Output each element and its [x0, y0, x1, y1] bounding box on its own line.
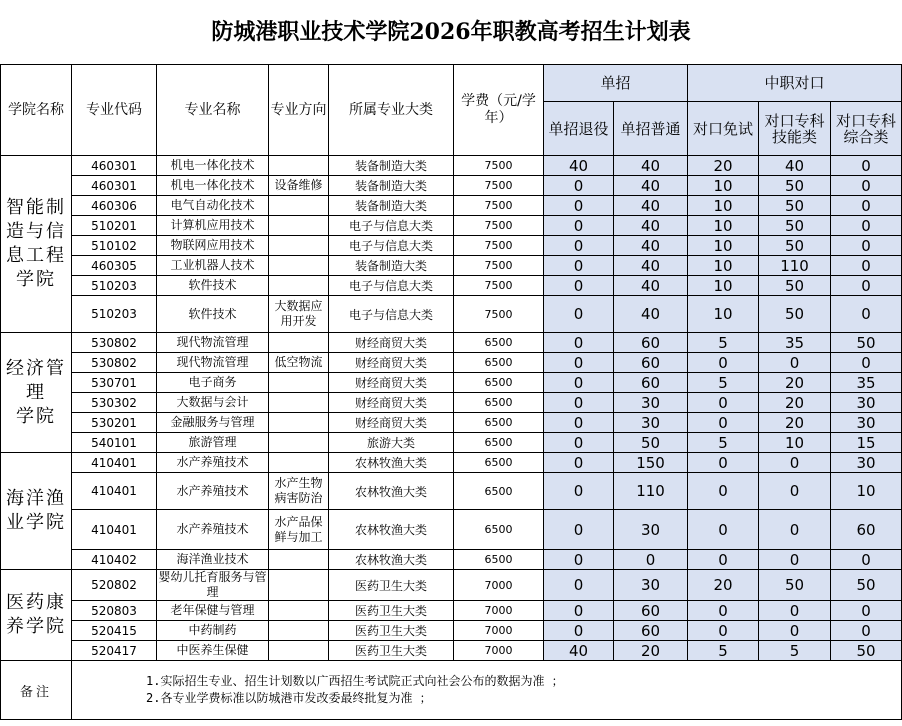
quota-dz-retired-cell: 0 — [544, 216, 614, 236]
quota-dz-general-cell: 50 — [614, 433, 688, 453]
header-college: 学院名称 — [1, 65, 72, 156]
major-direction-cell — [269, 453, 329, 473]
quota-zz-free-cell: 5 — [688, 333, 759, 353]
major-name-cell: 软件技术 — [157, 296, 269, 333]
quota-zz-skill-cell: 50 — [759, 276, 831, 296]
quota-zz-comprehensive-cell: 30 — [831, 453, 902, 473]
quota-zz-skill-cell: 0 — [759, 550, 831, 570]
major-category-cell: 电子与信息大类 — [329, 296, 454, 333]
major-code-cell: 410401 — [72, 473, 157, 510]
quota-zz-comprehensive-cell: 30 — [831, 393, 902, 413]
quota-zz-skill-cell: 0 — [759, 621, 831, 641]
quota-dz-general-cell: 60 — [614, 601, 688, 621]
tuition-fee-cell: 7500 — [454, 196, 544, 216]
page-title: 防城港职业技术学院2026年职教高考招生计划表 — [211, 19, 691, 45]
major-direction-cell — [269, 433, 329, 453]
quota-zz-comprehensive-cell: 50 — [831, 333, 902, 353]
quota-dz-general-cell: 40 — [614, 156, 688, 176]
quota-dz-retired-cell: 0 — [544, 601, 614, 621]
major-direction-cell — [269, 156, 329, 176]
college-name-cell: 智能制 造与信 息工程 学院 — [1, 156, 72, 333]
tuition-fee-cell: 7500 — [454, 276, 544, 296]
major-code-cell: 510201 — [72, 216, 157, 236]
major-category-cell: 医药卫生大类 — [329, 570, 454, 601]
quota-zz-skill-cell: 0 — [759, 473, 831, 510]
major-category-cell: 装备制造大类 — [329, 176, 454, 196]
quota-zz-skill-cell: 0 — [759, 453, 831, 473]
enrollment-table — [0, 64, 902, 720]
quota-dz-retired-cell: 0 — [544, 196, 614, 216]
remark-line-2: 2.各专业学费标准以防城港市发改委最终批复为准 ； — [146, 691, 432, 705]
quota-zz-skill-cell: 50 — [759, 296, 831, 333]
table-row — [1, 216, 902, 236]
quota-zz-free-cell: 0 — [688, 473, 759, 510]
tuition-fee-cell: 6500 — [454, 433, 544, 453]
quota-zz-comprehensive-cell: 50 — [831, 570, 902, 601]
tuition-fee-cell: 6500 — [454, 473, 544, 510]
major-code-cell: 530201 — [72, 413, 157, 433]
table-row — [1, 156, 902, 176]
major-direction-cell — [269, 641, 329, 661]
major-category-cell: 电子与信息大类 — [329, 216, 454, 236]
quota-dz-general-cell: 30 — [614, 393, 688, 413]
quota-dz-retired-cell: 0 — [544, 453, 614, 473]
major-category-cell: 财经商贸大类 — [329, 393, 454, 413]
quota-dz-retired-cell: 0 — [544, 236, 614, 256]
header-group-danzhao: 单招 — [544, 65, 688, 102]
major-direction-cell — [269, 413, 329, 433]
major-code-cell: 510102 — [72, 236, 157, 256]
table-row — [1, 296, 902, 333]
major-code-cell: 530802 — [72, 333, 157, 353]
tuition-fee-cell: 6500 — [454, 550, 544, 570]
quota-zz-skill-cell: 110 — [759, 256, 831, 276]
tuition-fee-cell: 7500 — [454, 156, 544, 176]
major-code-cell: 410401 — [72, 453, 157, 473]
quota-zz-free-cell: 20 — [688, 156, 759, 176]
major-category-cell: 医药卫生大类 — [329, 601, 454, 621]
major-code-cell: 530802 — [72, 353, 157, 373]
major-name-cell: 大数据与会计 — [157, 393, 269, 413]
quota-zz-skill-cell: 35 — [759, 333, 831, 353]
quota-zz-comprehensive-cell: 0 — [831, 156, 902, 176]
major-category-cell: 电子与信息大类 — [329, 276, 454, 296]
major-name-cell: 水产养殖技术 — [157, 453, 269, 473]
header-direction: 专业方向 — [269, 65, 329, 156]
major-name-cell: 旅游管理 — [157, 433, 269, 453]
header-dz-retired: 单招退役 — [544, 102, 614, 156]
major-direction-cell: 设备维修 — [269, 176, 329, 196]
major-name-cell: 现代物流管理 — [157, 353, 269, 373]
quota-zz-free-cell: 0 — [688, 413, 759, 433]
major-direction-cell: 大数据应用开发 — [269, 296, 329, 333]
quota-zz-skill-cell: 10 — [759, 433, 831, 453]
major-direction-cell — [269, 216, 329, 236]
quota-zz-comprehensive-cell: 0 — [831, 216, 902, 236]
quota-zz-comprehensive-cell: 0 — [831, 621, 902, 641]
tuition-fee-cell: 6500 — [454, 413, 544, 433]
tuition-fee-cell: 7500 — [454, 296, 544, 333]
major-code-cell: 520803 — [72, 601, 157, 621]
quota-dz-retired-cell: 0 — [544, 570, 614, 601]
remark-line-1: 1.实际招生专业、招生计划数以广西招生考试院正式向社会公布的数据为准 ； — [146, 674, 564, 688]
major-category-cell: 财经商贸大类 — [329, 333, 454, 353]
major-category-cell: 装备制造大类 — [329, 256, 454, 276]
quota-dz-general-cell: 40 — [614, 256, 688, 276]
quota-zz-free-cell: 10 — [688, 276, 759, 296]
tuition-fee-cell: 6500 — [454, 393, 544, 413]
quota-zz-skill-cell: 50 — [759, 196, 831, 216]
remarks-row — [1, 661, 902, 720]
quota-dz-retired-cell: 0 — [544, 413, 614, 433]
major-code-cell: 530302 — [72, 393, 157, 413]
quota-zz-comprehensive-cell: 50 — [831, 641, 902, 661]
major-direction-cell — [269, 393, 329, 413]
tuition-fee-cell: 7500 — [454, 176, 544, 196]
quota-zz-skill-cell: 50 — [759, 176, 831, 196]
major-category-cell: 装备制造大类 — [329, 156, 454, 176]
major-category-cell: 财经商贸大类 — [329, 373, 454, 393]
table-row — [1, 353, 902, 373]
college-name-cell: 医药康 养学院 — [1, 570, 72, 661]
tuition-fee-cell: 6500 — [454, 353, 544, 373]
major-code-cell: 460305 — [72, 256, 157, 276]
quota-zz-comprehensive-cell: 0 — [831, 353, 902, 373]
table-row — [1, 236, 902, 256]
table-row — [1, 196, 902, 216]
quota-dz-general-cell: 40 — [614, 276, 688, 296]
quota-dz-retired-cell: 0 — [544, 353, 614, 373]
quota-dz-retired-cell: 0 — [544, 333, 614, 353]
major-category-cell: 财经商贸大类 — [329, 353, 454, 373]
tuition-fee-cell: 7500 — [454, 236, 544, 256]
major-code-cell: 520415 — [72, 621, 157, 641]
major-direction-cell — [269, 256, 329, 276]
quota-zz-comprehensive-cell: 0 — [831, 196, 902, 216]
table-row — [1, 510, 902, 550]
quota-zz-free-cell: 5 — [688, 373, 759, 393]
quota-zz-free-cell: 0 — [688, 453, 759, 473]
quota-zz-skill-cell: 5 — [759, 641, 831, 661]
quota-zz-free-cell: 5 — [688, 433, 759, 453]
header-code: 专业代码 — [72, 65, 157, 156]
major-category-cell: 农林牧渔大类 — [329, 550, 454, 570]
quota-dz-general-cell: 40 — [614, 196, 688, 216]
quota-dz-retired-cell: 40 — [544, 156, 614, 176]
quota-dz-general-cell: 0 — [614, 550, 688, 570]
tuition-fee-cell: 7000 — [454, 601, 544, 621]
major-name-cell: 中医养生保健 — [157, 641, 269, 661]
quota-zz-free-cell: 0 — [688, 550, 759, 570]
major-name-cell: 水产养殖技术 — [157, 510, 269, 550]
major-code-cell: 520802 — [72, 570, 157, 601]
major-direction-cell — [269, 621, 329, 641]
tuition-fee-cell: 6500 — [454, 333, 544, 353]
quota-zz-free-cell: 10 — [688, 216, 759, 236]
quota-dz-general-cell: 40 — [614, 296, 688, 333]
quota-dz-retired-cell: 0 — [544, 276, 614, 296]
table-row — [1, 276, 902, 296]
quota-dz-general-cell: 30 — [614, 413, 688, 433]
major-direction-cell: 低空物流 — [269, 353, 329, 373]
table-row — [1, 413, 902, 433]
table-row — [1, 550, 902, 570]
table-row — [1, 176, 902, 196]
quota-zz-skill-cell: 50 — [759, 216, 831, 236]
major-category-cell: 农林牧渔大类 — [329, 510, 454, 550]
quota-zz-comprehensive-cell: 60 — [831, 510, 902, 550]
major-code-cell: 520417 — [72, 641, 157, 661]
header-name: 专业名称 — [157, 65, 269, 156]
tuition-fee-cell: 6500 — [454, 453, 544, 473]
major-code-cell: 410401 — [72, 510, 157, 550]
tuition-fee-cell: 6500 — [454, 373, 544, 393]
major-name-cell: 机电一体化技术 — [157, 156, 269, 176]
major-direction-cell — [269, 601, 329, 621]
quota-dz-general-cell: 40 — [614, 176, 688, 196]
major-name-cell: 金融服务与管理 — [157, 413, 269, 433]
quota-zz-skill-cell: 20 — [759, 393, 831, 413]
quota-zz-skill-cell: 50 — [759, 570, 831, 601]
quota-zz-comprehensive-cell: 35 — [831, 373, 902, 393]
quota-zz-free-cell: 0 — [688, 510, 759, 550]
major-code-cell: 540101 — [72, 433, 157, 453]
quota-zz-free-cell: 20 — [688, 570, 759, 601]
quota-zz-comprehensive-cell: 15 — [831, 433, 902, 453]
table-row — [1, 393, 902, 413]
college-name-cell: 经济管理 学院 — [1, 333, 72, 453]
quota-zz-free-cell: 10 — [688, 176, 759, 196]
major-category-cell: 农林牧渔大类 — [329, 473, 454, 510]
quota-zz-free-cell: 5 — [688, 641, 759, 661]
header-category: 所属专业大类 — [329, 65, 454, 156]
quota-zz-free-cell: 0 — [688, 601, 759, 621]
major-direction-cell — [269, 333, 329, 353]
quota-zz-skill-cell: 0 — [759, 601, 831, 621]
major-name-cell: 物联网应用技术 — [157, 236, 269, 256]
quota-dz-general-cell: 60 — [614, 373, 688, 393]
major-name-cell: 现代物流管理 — [157, 333, 269, 353]
major-code-cell: 460301 — [72, 176, 157, 196]
table-row — [1, 473, 902, 510]
tuition-fee-cell: 7500 — [454, 216, 544, 236]
header-row-1 — [1, 65, 902, 102]
tuition-fee-cell: 7500 — [454, 256, 544, 276]
header-dz-general: 单招普通 — [614, 102, 688, 156]
major-category-cell: 电子与信息大类 — [329, 236, 454, 256]
quota-dz-general-cell: 20 — [614, 641, 688, 661]
quota-zz-comprehensive-cell: 0 — [831, 601, 902, 621]
quota-dz-retired-cell: 0 — [544, 393, 614, 413]
table-row — [1, 433, 902, 453]
major-name-cell: 计算机应用技术 — [157, 216, 269, 236]
major-category-cell: 财经商贸大类 — [329, 413, 454, 433]
quota-zz-free-cell: 10 — [688, 256, 759, 276]
quota-zz-skill-cell: 50 — [759, 236, 831, 256]
quota-zz-comprehensive-cell: 30 — [831, 413, 902, 433]
major-code-cell: 410402 — [72, 550, 157, 570]
major-name-cell: 工业机器人技术 — [157, 256, 269, 276]
quota-zz-free-cell: 10 — [688, 296, 759, 333]
header-zz-skill: 对口专科技能类 — [759, 102, 831, 156]
major-name-cell: 电气自动化技术 — [157, 196, 269, 216]
major-direction-cell: 水产生物病害防治 — [269, 473, 329, 510]
quota-dz-general-cell: 30 — [614, 510, 688, 550]
quota-dz-general-cell: 60 — [614, 621, 688, 641]
quota-dz-retired-cell: 0 — [544, 621, 614, 641]
quota-zz-free-cell: 0 — [688, 621, 759, 641]
quota-dz-retired-cell: 0 — [544, 296, 614, 333]
header-fee: 学费（元/学年） — [454, 65, 544, 156]
quota-dz-general-cell: 60 — [614, 353, 688, 373]
major-direction-cell — [269, 373, 329, 393]
major-name-cell: 婴幼儿托育服务与管理 — [158, 570, 267, 599]
quota-zz-skill-cell: 20 — [759, 373, 831, 393]
quota-zz-free-cell: 0 — [688, 353, 759, 373]
quota-dz-general-cell: 40 — [614, 216, 688, 236]
quota-dz-general-cell: 40 — [614, 236, 688, 256]
major-name-cell: 机电一体化技术 — [157, 176, 269, 196]
major-direction-cell — [269, 236, 329, 256]
quota-dz-retired-cell: 0 — [544, 373, 614, 393]
table-row — [1, 601, 902, 621]
quota-zz-skill-cell: 40 — [759, 156, 831, 176]
quota-zz-free-cell: 10 — [688, 196, 759, 216]
major-direction-cell — [269, 570, 329, 601]
major-name-cell: 软件技术 — [157, 276, 269, 296]
tuition-fee-cell: 7000 — [454, 570, 544, 601]
quota-zz-free-cell: 10 — [688, 236, 759, 256]
quota-zz-comprehensive-cell: 0 — [831, 236, 902, 256]
quota-dz-retired-cell: 0 — [544, 510, 614, 550]
quota-dz-retired-cell: 0 — [544, 256, 614, 276]
quota-zz-comprehensive-cell: 0 — [831, 550, 902, 570]
major-name-cell: 中药制药 — [157, 621, 269, 641]
quota-zz-skill-cell: 20 — [759, 413, 831, 433]
quota-dz-general-cell: 150 — [614, 453, 688, 473]
major-category-cell: 医药卫生大类 — [329, 641, 454, 661]
table-row — [1, 333, 902, 353]
quota-dz-general-cell: 110 — [614, 473, 688, 510]
remarks-text — [72, 661, 902, 720]
college-name-cell: 海洋渔 业学院 — [1, 453, 72, 570]
major-category-cell: 医药卫生大类 — [329, 621, 454, 641]
quota-zz-comprehensive-cell: 0 — [831, 276, 902, 296]
major-name-cell: 老年保健与管理 — [157, 601, 269, 621]
quota-dz-retired-cell: 0 — [544, 550, 614, 570]
header-group-zhongzhi: 中职对口 — [688, 65, 902, 102]
major-code-cell: 460306 — [72, 196, 157, 216]
tuition-fee-cell: 6500 — [454, 510, 544, 550]
header-zz-comprehensive: 对口专科综合类 — [831, 102, 902, 156]
quota-dz-retired-cell: 0 — [544, 176, 614, 196]
major-direction-cell — [269, 196, 329, 216]
tuition-fee-cell: 7000 — [454, 621, 544, 641]
major-direction-cell — [269, 276, 329, 296]
remarks-label: 备注 — [1, 661, 72, 720]
major-category-cell: 旅游大类 — [329, 433, 454, 453]
major-category-cell: 农林牧渔大类 — [329, 453, 454, 473]
major-category-cell: 装备制造大类 — [329, 196, 454, 216]
table-row — [1, 570, 902, 601]
major-code-cell: 510203 — [72, 276, 157, 296]
quota-dz-retired-cell: 0 — [544, 433, 614, 453]
major-code-cell: 460301 — [72, 156, 157, 176]
major-direction-cell: 水产品保鲜与加工 — [269, 510, 329, 550]
header-zz-free: 对口免试 — [688, 102, 759, 156]
major-name-cell: 电子商务 — [157, 373, 269, 393]
quota-zz-comprehensive-cell: 0 — [831, 296, 902, 333]
major-code-cell: 530701 — [72, 373, 157, 393]
quota-zz-skill-cell: 0 — [759, 353, 831, 373]
quota-zz-comprehensive-cell: 0 — [831, 256, 902, 276]
major-code-cell: 510203 — [72, 296, 157, 333]
tuition-fee-cell: 7000 — [454, 641, 544, 661]
quota-zz-comprehensive-cell: 10 — [831, 473, 902, 510]
major-direction-cell — [269, 550, 329, 570]
table-row — [1, 373, 902, 393]
quota-dz-general-cell: 30 — [614, 570, 688, 601]
major-name-cell: 水产养殖技术 — [157, 473, 269, 510]
quota-dz-retired-cell: 40 — [544, 641, 614, 661]
table-row — [1, 256, 902, 276]
quota-dz-general-cell: 60 — [614, 333, 688, 353]
table-row — [1, 641, 902, 661]
major-name-cell: 海洋渔业技术 — [157, 550, 269, 570]
quota-zz-comprehensive-cell: 0 — [831, 176, 902, 196]
quota-zz-skill-cell: 0 — [759, 510, 831, 550]
quota-dz-retired-cell: 0 — [544, 473, 614, 510]
table-row — [1, 453, 902, 473]
table-row — [1, 621, 902, 641]
quota-zz-free-cell: 0 — [688, 393, 759, 413]
